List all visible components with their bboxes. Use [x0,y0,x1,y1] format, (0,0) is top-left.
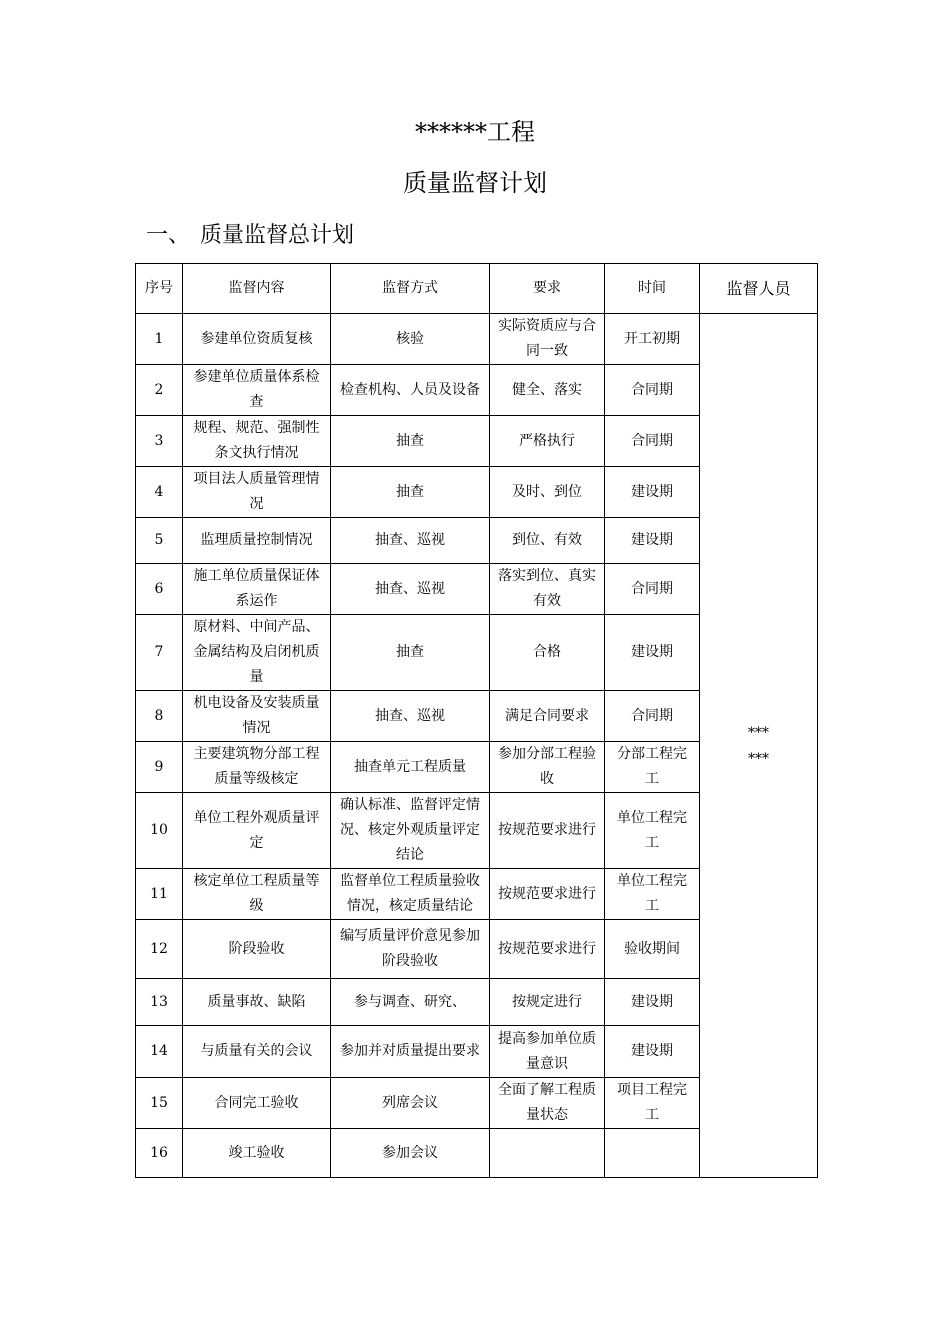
cell-time: 合同期 [605,691,700,742]
cell-requirement: 到位、有效 [490,518,605,564]
header-content: 监督内容 [183,264,331,314]
cell-method: 参加会议 [331,1129,490,1178]
cell-time: 建设期 [605,1026,700,1078]
supervisor-name: *** [748,750,769,767]
cell-method: 参与调查、研究、 [331,979,490,1026]
cell-no: 5 [136,518,183,564]
cell-requirement: 参加分部工程验收 [490,742,605,793]
cell-method: 抽查、巡视 [331,564,490,615]
cell-content: 合同完工验收 [183,1078,331,1129]
table-header-row [136,264,818,314]
cell-requirement: 按规范要求进行 [490,920,605,979]
cell-no: 13 [136,979,183,1026]
cell-method: 确认标准、监督评定情况、核定外观质量评定结论 [331,793,490,869]
cell-no: 4 [136,467,183,518]
cell-content: 机电设备及安装质量情况 [183,691,331,742]
header-method: 监督方式 [331,264,490,314]
cell-time: 项目工程完工 [605,1078,700,1129]
cell-content: 规程、规范、强制性条文执行情况 [183,416,331,467]
cell-no: 9 [136,742,183,793]
cell-time: 合同期 [605,365,700,416]
supervision-plan-table [135,263,818,1178]
cell-method: 列席会议 [331,1078,490,1129]
cell-time: 建设期 [605,518,700,564]
cell-method: 监督单位工程质量验收情况，核定质量结论 [331,869,490,920]
cell-content: 监理质量控制情况 [183,518,331,564]
cell-time: 单位工程完工 [605,869,700,920]
section-number: 一、 [146,223,191,248]
header-no: 序号 [136,264,183,314]
cell-method: 抽查、巡视 [331,691,490,742]
cell-time: 验收期间 [605,920,700,979]
cell-no: 2 [136,365,183,416]
cell-no: 16 [136,1129,183,1178]
cell-no: 7 [136,615,183,691]
cell-time: 建设期 [605,979,700,1026]
cell-content: 原材料、中间产品、金属结构及启闭机质量 [183,615,331,691]
cell-no: 3 [136,416,183,467]
cell-no: 8 [136,691,183,742]
cell-method: 抽查、巡视 [331,518,490,564]
cell-content: 阶段验收 [183,920,331,979]
section-title: 质量监督总计划 [200,223,355,248]
cell-no: 11 [136,869,183,920]
cell-requirement: 健全、落实 [490,365,605,416]
cell-content: 项目法人质量管理情况 [183,467,331,518]
cell-requirement: 按规定进行 [490,979,605,1026]
cell-method: 抽查单元工程质量 [331,742,490,793]
header-requirement: 要求 [490,264,605,314]
cell-content: 单位工程外观质量评定 [183,793,331,869]
cell-method: 抽查 [331,467,490,518]
cell-no: 6 [136,564,183,615]
cell-content: 参建单位资质复核 [183,314,331,365]
cell-requirement: 按规范要求进行 [490,869,605,920]
cell-time: 合同期 [605,416,700,467]
cell-no: 15 [136,1078,183,1129]
cell-time: 分部工程完工 [605,742,700,793]
cell-no: 10 [136,793,183,869]
cell-requirement: 及时、到位 [490,467,605,518]
cell-content: 主要建筑物分部工程质量等级核定 [183,742,331,793]
cell-method: 抽查 [331,416,490,467]
document-title: ******工程 [415,118,535,146]
cell-requirement [490,1129,605,1178]
table-row [136,314,818,365]
cell-requirement: 合格 [490,615,605,691]
supervisor-name: *** [748,724,769,741]
cell-method: 检查机构、人员及设备 [331,365,490,416]
cell-content: 竣工验收 [183,1129,331,1178]
cell-content: 质量事故、缺陷 [183,979,331,1026]
cell-no: 1 [136,314,183,365]
cell-requirement: 落实到位、真实有效 [490,564,605,615]
cell-time: 合同期 [605,564,700,615]
cell-content: 参建单位质量体系检查 [183,365,331,416]
cell-time: 建设期 [605,615,700,691]
cell-method: 抽查 [331,615,490,691]
cell-requirement: 按规范要求进行 [490,793,605,869]
cell-method: 核验 [331,314,490,365]
cell-method: 编写质量评价意见参加阶段验收 [331,920,490,979]
cell-content: 核定单位工程质量等级 [183,869,331,920]
section-heading [146,221,354,251]
cell-time: 建设期 [605,467,700,518]
cell-requirement: 提高参加单位质量意识 [490,1026,605,1078]
cell-time: 单位工程完工 [605,793,700,869]
cell-time [605,1129,700,1178]
cell-no: 12 [136,920,183,979]
supervisor-cell [700,314,818,1178]
cell-content: 施工单位质量保证体系运作 [183,564,331,615]
document-subtitle: 质量监督计划 [403,169,547,197]
cell-method: 参加并对质量提出要求 [331,1026,490,1078]
cell-requirement: 实际资质应与合同一致 [490,314,605,365]
cell-content: 与质量有关的会议 [183,1026,331,1078]
header-time: 时间 [605,264,700,314]
cell-requirement: 严格执行 [490,416,605,467]
cell-no: 14 [136,1026,183,1078]
cell-requirement: 全面了解工程质量状态 [490,1078,605,1129]
header-supervisor: 监督人员 [700,264,818,314]
cell-time: 开工初期 [605,314,700,365]
cell-requirement: 满足合同要求 [490,691,605,742]
